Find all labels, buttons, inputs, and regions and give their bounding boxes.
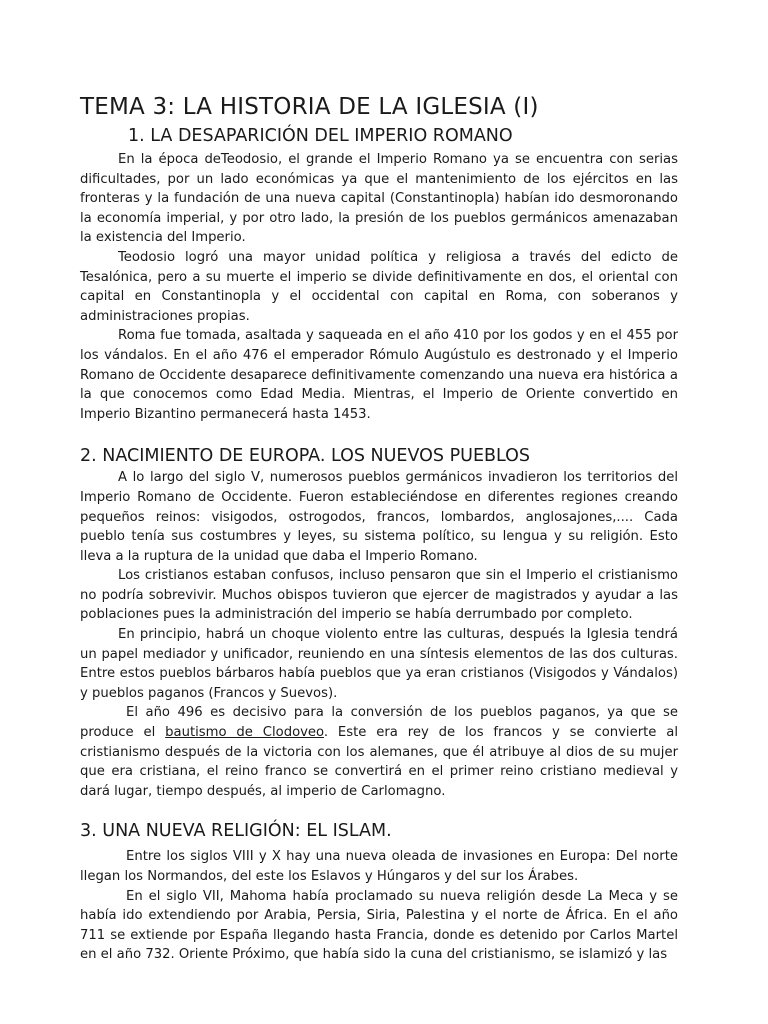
section-1-heading: 1. LA DESAPARICIÓN DEL IMPERIO ROMANO xyxy=(128,126,513,146)
document-page xyxy=(80,92,678,965)
section-3-paragraph-1: Entre los siglos VIII y X hay una nueva oleada de invasiones en Europa: Del norte llegan los Normandos, del este los Eslavos y Húngaros y del sur los Árabes. xyxy=(80,849,678,884)
section-1-paragraph-1: En la época deTeodosio, el grande el Imperio Romano ya se encuentra con serias dificultades, por un lado económicas ya que el mantenimiento de los ejércitos en las fronteras y la fundación de una nueva capital (Constantinopla) habían ido desmoronando la economía imperial, y por otro lado, la presión de los pueblos germánicos amenazaban la existencia del Imperio. xyxy=(80,152,678,246)
spacer xyxy=(80,801,678,819)
spacer xyxy=(80,424,678,444)
section-3 xyxy=(80,819,678,965)
section-2-paragraph-1: A lo largo del siglo V, numerosos pueblos germánicos invadieron los territorios del Imperio Romano de Occidente. Fueron estableciéndose en diferentes regiones creando pequeños reinos: visigodos, ostrogodos, francos, lombardos, anglosajones,.... Cada pueblo tenía sus costumbres y leyes, su sistema político, su lengua y su religión. Esto lleva a la ruptura de la unidad que daba el Imperio Romano. xyxy=(80,470,678,564)
section-2 xyxy=(80,444,678,801)
section-2-paragraph-4-start: El año 496 es decisivo para la conversión de los pueblos paganos, ya que se produce el xyxy=(80,705,678,741)
section-1-paragraph-3: Roma fue tomada, asaltada y saqueada en el año 410 por los godos y en el 455 por los vándalos. En el año 476 el emperador Rómulo Augústulo es destronado y el Imperio Romano de Occidente desaparece definitivamente comenzando una nueva era histórica a la que conocemos como Edad Media. Mientras, el Imperio de Oriente convertido en Imperio Bizantino permanecerá hasta 1453. xyxy=(80,328,678,422)
section-2-paragraph-4 xyxy=(80,703,678,801)
bautismo-de-clodoveo-link[interactable]: bautismo de Clodoveo xyxy=(165,725,324,741)
section-2-paragraph-2: Los cristianos estaban confusos, incluso pensaron que sin el Imperio el cristianismo no podría sobrevivir. Muchos obispos tuvieron que ejercer de magistrados y ayudar a las poblaciones pues la administración del imperio se había derrumbado por completo. xyxy=(80,568,678,623)
section-1 xyxy=(80,124,678,424)
section-3-paragraph-2: En el siglo VII, Mahoma había proclamado su nueva religión desde La Meca y se había ido extendiendo por Arabia, Persia, Siria, Palestina y el norte de África. En el año 711 se extiende por España llegando hasta Francia, donde es detenido por Carlos Martel en el año 732. Oriente Próximo, que había sido la cuna del cristianismo, se islamizó y las xyxy=(80,888,678,963)
section-3-heading: 3. UNA NUEVA RELIGIÓN: EL ISLAM. xyxy=(80,821,392,842)
section-2-paragraph-3: En principio, habrá un choque violento entre las culturas, después la Iglesia tendrá un papel mediador y unificador, reuniendo en una síntesis elementos de las dos culturas. Entre estos pueblos bárbaros había pueblos que ya eran cristianos (Visigodos y Vándalos) y pueblos paganos (Francos y Suevos). xyxy=(80,627,678,701)
section-2-heading: 2. NACIMIENTO DE EUROPA. LOS NUEVOS PUEBLOS xyxy=(80,446,531,467)
document-title: TEMA 3: LA HISTORIA DE LA IGLESIA (I) xyxy=(80,94,539,120)
section-1-paragraph-2: Teodosio logró una mayor unidad política y religiosa a través del edicto de Tesalónica, pero a su muerte el imperio se divide definitivamente en dos, el oriental con capital en Constantinopla y el occidental con capital en Roma, con soberanos y administraciones propias. xyxy=(80,249,678,324)
section-2-paragraph-4-end: . Este era rey de los francos y se convierte al cristianismo después de la victoria con los alemanes, que él atribuye al dios de su mujer que era cristiana, el reino franco se convertirá en el primer reino cristiano medieval y dará lugar, tiempo después, al imperio de Carlomagno. xyxy=(80,725,678,799)
